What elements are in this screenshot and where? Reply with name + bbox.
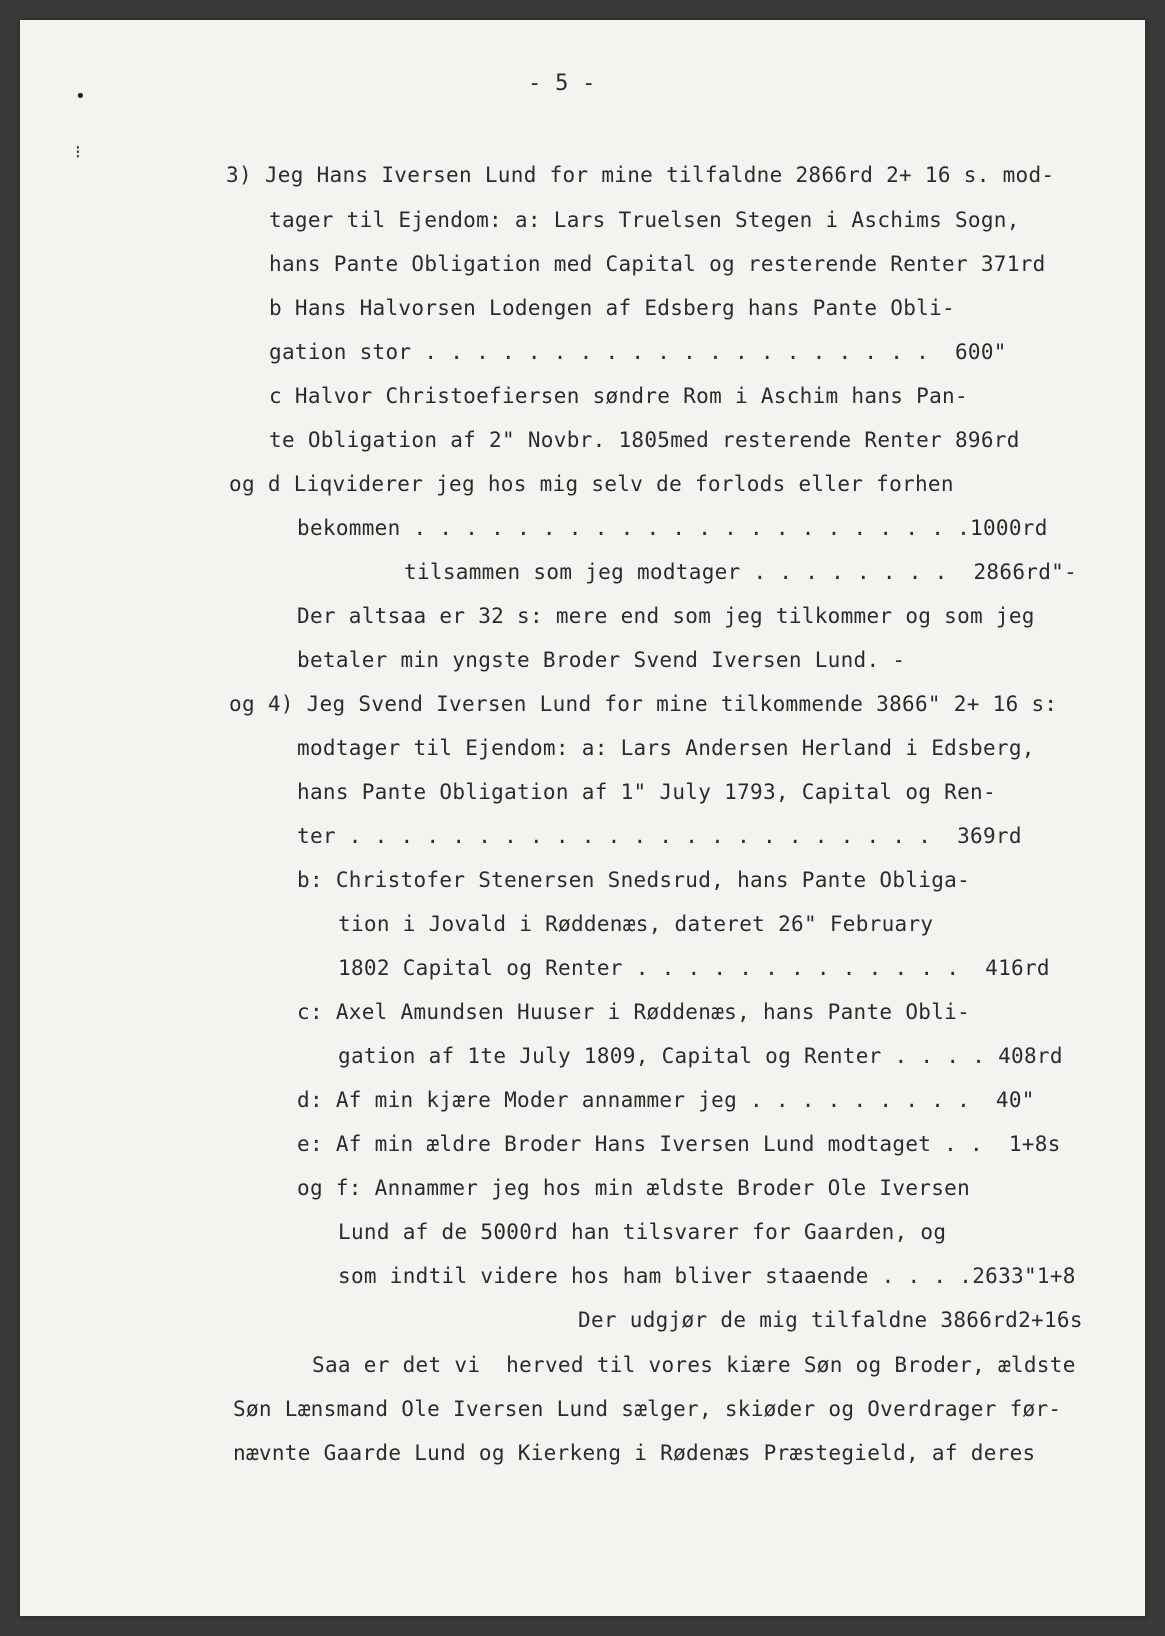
text-line: hans Pante Obligation med Capital og resterende Renter 371rd	[269, 252, 1046, 276]
text-line: 1802 Capital og Renter . . . . . . . . . . . . . 416rd	[338, 956, 1050, 980]
margin-mark-1: •	[75, 86, 86, 107]
text-line: c Halvor Christoefiersen søndre Rom i Aschim hans Pan-	[269, 384, 968, 408]
text-line: tion i Jovald i Røddenæs, dateret 26" February	[338, 912, 934, 936]
text-line: og 4) Jeg Svend Iversen Lund for mine tilkommende 3866" 2+ 16 s:	[229, 692, 1058, 716]
text-line: 3) Jeg Hans Iversen Lund for mine tilfaldne 2866rd 2+ 16 s. mod-	[226, 163, 1055, 187]
text-line: gation af 1te July 1809, Capital og Renter . . . . 408rd	[338, 1044, 1063, 1068]
text-line: som indtil videre hos ham bliver staaende . . . .2633"1+8	[338, 1264, 1076, 1288]
document-page	[20, 20, 1145, 1616]
text-line: Saa er det vi herved til vores kiære Søn og Broder, ældste	[312, 1353, 1076, 1377]
text-line: nævnte Gaarde Lund og Kierkeng i Rødenæs Præstegield, af deres	[233, 1441, 1036, 1465]
text-line: tilsammen som jeg modtager . . . . . . . . 2866rd"-	[404, 560, 1078, 584]
text-line: b Hans Halvorsen Lodengen af Edsberg hans Pante Obli-	[269, 296, 955, 320]
text-line: hans Pante Obligation af 1" July 1793, Capital og Ren-	[297, 780, 996, 804]
text-line: Lund af de 5000rd han tilsvarer for Gaarden, og	[338, 1220, 947, 1244]
text-line: Der udgjør de mig tilfaldne 3866rd2+16s	[578, 1308, 1083, 1332]
text-line: c: Axel Amundsen Huuser i Røddenæs, hans Pante Obli-	[297, 1000, 971, 1024]
text-line: d: Af min kjære Moder annammer jeg . . . . . . . . . 40"	[297, 1088, 1035, 1112]
text-line: Der altsaa er 32 s: mere end som jeg tilkommer og som jeg	[297, 604, 1035, 628]
text-line: ter . . . . . . . . . . . . . . . . . . . . . . . 369rd	[297, 824, 1022, 848]
text-line: modtager til Ejendom: a: Lars Andersen Herland i Edsberg,	[297, 736, 1035, 760]
text-line: gation stor . . . . . . . . . . . . . . . . . . . . 600"	[269, 340, 1007, 364]
text-line: betaler min yngste Broder Svend Iversen Lund. -	[297, 648, 906, 672]
text-line: bekommen . . . . . . . . . . . . . . . . . . . . . .1000rd	[297, 516, 1048, 540]
text-line: e: Af min ældre Broder Hans Iversen Lund modtaget . . 1+8s	[297, 1132, 1061, 1156]
text-line: Søn Lænsmand Ole Iversen Lund sælger, skiøder og Overdrager før-	[233, 1397, 1062, 1421]
margin-mark-2: ⁝	[75, 142, 81, 163]
text-line: og f: Annammer jeg hos min ældste Broder Ole Iversen	[297, 1176, 971, 1200]
text-line: og d Liqviderer jeg hos mig selv de forlods eller forhen	[229, 472, 954, 496]
text-line: tager til Ejendom: a: Lars Truelsen Stegen i Aschims Sogn,	[269, 208, 1020, 232]
page-number: - 5 -	[528, 71, 596, 96]
text-line: te Obligation af 2" Novbr. 1805med resterende Renter 896rd	[269, 428, 1020, 452]
text-line: b: Christofer Stenersen Snedsrud, hans Pante Obliga-	[297, 868, 971, 892]
